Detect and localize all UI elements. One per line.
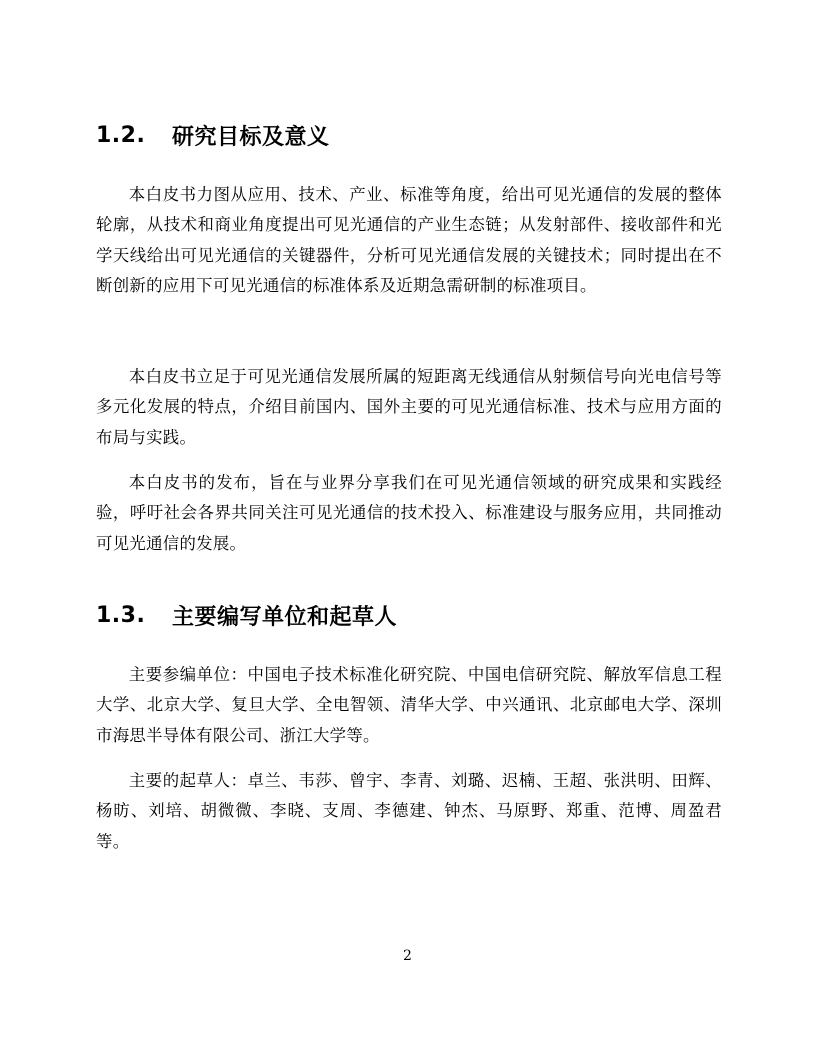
paragraph-drafters: 主要的起草人：卓兰、韦莎、曾宇、李青、刘璐、迟楠、王超、张洪明、田辉、杨昉、刘培、胡微微、李晓、支周、李德建、钟杰、马原野、郑重、范博、周盈君等。 — [96, 771, 722, 851]
section-title: 主要编写单位和起草人 — [172, 604, 398, 630]
section-number: 1.2. — [96, 122, 146, 148]
paragraph-research-goals: 本白皮书力图从应用、技术、产业、标准等角度，给出可见光通信的发展的整体轮廓，从技术和商业角度提出可见光通信的产业生态链；从发射部件、接收部件和光学天线给出可见光通信的关键器件，分析可见光通信发展的关键技术；同时提出在不断创新的应用下可见光通信的标准体系及近期急需研制的标准项目。 — [96, 185, 722, 296]
section-heading-1-3 — [96, 597, 736, 633]
section-heading-1-2 — [96, 117, 736, 153]
paragraph-whitepaper-scope: 本白皮书立足于可见光通信发展所属的短距离无线通信从射频信号向光电信号等多元化发展的特点，介绍目前国内、国外主要的可见光通信标准、技术与应用方面的布局与实践。 — [96, 367, 722, 447]
section-title: 研究目标及意义 — [172, 124, 330, 150]
paragraph-whitepaper-purpose: 本白皮书的发布，旨在与业界分享我们在可见光通信领域的研究成果和实践经验，呼吁社会各界共同关注可见光通信的技术投入、标准建设与服务应用，共同推动可见光通信的发展。 — [96, 473, 722, 553]
page-number: 2 — [403, 948, 412, 964]
paragraph-contributing-units: 主要参编单位：中国电子技术标准化研究院、中国电信研究院、解放军信息工程大学、北京大学、复旦大学、全电智领、清华大学、中兴通讯、北京邮电大学、深圳市海思半导体有限公司、浙江大学等。 — [96, 665, 722, 745]
section-number: 1.3. — [96, 602, 146, 628]
